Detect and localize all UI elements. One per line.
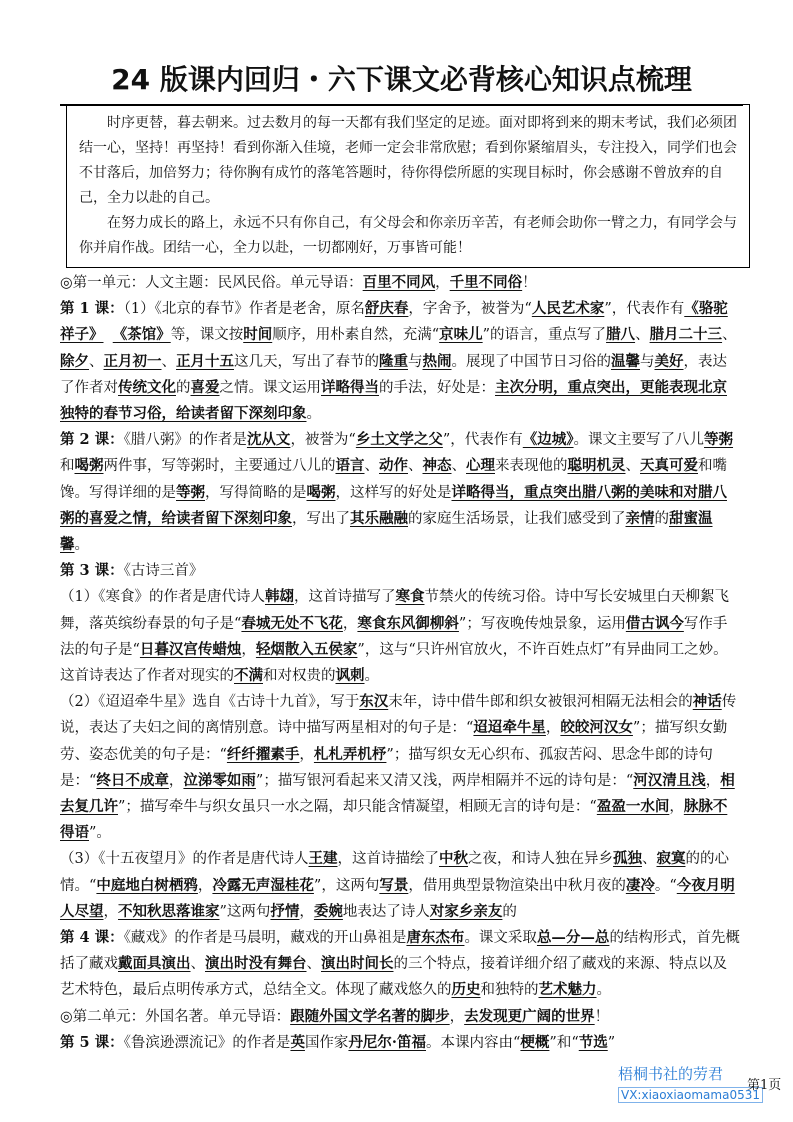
body-text: 、 [161, 353, 176, 370]
answer: 千里不同俗 [449, 274, 523, 291]
body-text: 的 [502, 903, 517, 920]
body-text: 顺序，用朴素自然，充满“ [272, 327, 440, 344]
watermark [618, 1063, 763, 1103]
body-text: ，借用典型景物渲染出中秋月夜的 [408, 877, 626, 894]
watermark-contact: VX:xiaoxiaomama0531 [618, 1087, 763, 1103]
body-text: ”，这与“只许州官放火，不许百姓点灯”有异曲同工之妙。这首诗表达了作者对现实的 [60, 641, 728, 685]
page-number: 第1页 [747, 1078, 782, 1093]
fill-in-answer: 对家乡亲友 [429, 902, 503, 920]
body-text: ， [299, 746, 314, 763]
body-text: 的结构形式，首先概括了藏戏 [60, 930, 740, 973]
body-text: 传说，表达了夫妇之间的离情别意。诗中描写两星相对的句子是：“ [60, 694, 737, 737]
body-text: 。 [364, 668, 379, 685]
body-text: 、 [722, 327, 737, 344]
fill-in-answer: 孤独 [612, 850, 642, 868]
fill-in-answer: 去发现更广阔的世界 [464, 1007, 595, 1025]
body-text: ， [545, 720, 561, 737]
body-text: 第 4 课： [60, 929, 124, 947]
intro-paragraph-1: 时序更替，暮去朝来。过去数月的每一天都有我们坚定的足迹。面对即将到来的期末考试，我们必须团结一心，坚持！再坚持！看到你渐入佳境，老师一定会非常欣慰；看到你紧缩眉头，专注投入，同学们也会不甘落后，加倍努力；待你胸有成竹的落笔答题时，待你得偿所愿的实现目标时，你会感谢不曾放弃的自己，全力以赴的自己。 [79, 115, 737, 206]
fill-in-answer: 韩翃 [264, 588, 294, 606]
fill-in-answer: 正月初一 [103, 352, 162, 370]
body-text: 第 2 课： [60, 431, 124, 449]
body-text: ，这样写的好处是 [335, 484, 452, 501]
lesson-1 [60, 296, 740, 427]
body-text: ， [669, 799, 684, 816]
body-text: ”；描写牵牛与织女虽只一水之隔，却只能含情凝望，相顾无言的诗句是：“ [118, 799, 597, 816]
body-text: ， [342, 615, 358, 632]
body-text: ，字舍予，被誉为“ [408, 301, 532, 318]
body-text: 、 [635, 327, 650, 344]
body-text: 《鲁滨逊漂流记》的作者是 [123, 1034, 291, 1051]
body-text: ”。 [89, 825, 111, 842]
body-text: 第 1 课： [60, 300, 124, 318]
fill-in-answer: 河汉清且浅 [633, 771, 706, 789]
fill-in-answer: 委婉 [313, 902, 343, 920]
body-text: ”，代表作有 [442, 432, 523, 449]
fill-in-answer: 等粥 [176, 483, 205, 501]
fill-in-answer: 语言 [335, 457, 365, 475]
fill-in-answer: 凄冷 [625, 876, 655, 894]
fill-in-answer: 唐东杰布 [406, 929, 465, 947]
fill-in-answer: 腊月二十三 [649, 326, 723, 344]
fill-in-answer: 神态 [422, 457, 452, 475]
body-text: ”；描写银河看起来又清又浅，两岸相隔并不远的诗句是：“ [255, 772, 634, 789]
body-text: 和 [60, 458, 75, 475]
body-text: ， [168, 772, 184, 789]
fill-in-answer: 甜蜜温馨 [60, 509, 713, 554]
body-text: 。 [596, 982, 611, 999]
body-text: 《藏戏》的作者是马晨明，藏戏的开山鼻祖是 [123, 930, 407, 947]
fill-in-answer: 温馨 [611, 352, 640, 370]
body-text: 《腊八粥》的作者是 [123, 432, 247, 449]
fill-in-answer: 正月十五 [176, 352, 234, 370]
body-text: 的的心情。“ [60, 851, 729, 894]
body-text: 、 [190, 956, 205, 973]
body-text: 、 [641, 851, 657, 868]
body-text: 。展现了中国节日习俗的 [451, 353, 611, 370]
body-text: ， [299, 903, 314, 920]
content [60, 270, 740, 1056]
body-text: ！ [594, 1008, 610, 1025]
body-text: ”；描写织女无心织布、孤寂苦闷、思念牛郎的诗句是：“ [60, 746, 713, 789]
fill-in-answer: 心理 [466, 457, 495, 475]
body-text: ◎第二单元：外国名著。单元导语： [60, 1008, 291, 1025]
unit-1-header [60, 270, 740, 296]
fill-in-answer: 东汉 [359, 693, 389, 711]
body-text: 来表现他的 [495, 458, 568, 475]
intro-box [66, 104, 750, 268]
fill-in-answer: 轻烟散入五侯家 [255, 640, 358, 658]
body-text: 。本课内容由“ [426, 1034, 521, 1051]
body-text: 的家庭生活场景，让我们感受到了 [408, 510, 626, 527]
body-text: 和独特的 [480, 982, 539, 999]
fill-in-answer: 详略得当，重点突出腊八粥的美味和对腊八粥的喜爱之情，给读者留下深刻印象 [60, 483, 727, 527]
body-text: 《古诗三首》 [123, 563, 204, 580]
fill-in-answer: 详略得当 [321, 378, 379, 396]
fill-in-answer: 皎皎河汉女 [560, 719, 633, 737]
fill-in-answer: 历史 [451, 981, 481, 999]
lesson-4 [60, 925, 740, 1004]
body-text: 。课文主要写了八儿 [573, 432, 705, 449]
body-text: 、 [89, 353, 104, 370]
body-text: 的 [654, 510, 669, 527]
body-text: 国作家 [304, 1034, 349, 1051]
body-text: 这几天，写出了春节的 [234, 353, 379, 370]
body-text: ，被誉为“ [290, 432, 356, 449]
body-text: 。课文采取 [464, 930, 537, 947]
body-text: （1）《寒食》的作者是唐代诗人 [60, 589, 265, 606]
fill-in-answer: 京味儿 [439, 326, 483, 344]
body-text: 、 [451, 458, 466, 475]
body-text: 地表达了诗人 [342, 903, 430, 920]
poem-2 [60, 689, 740, 846]
body-text: 写作手法的句子是“ [60, 615, 728, 658]
body-text: 、 [364, 458, 379, 475]
fill-in-answer: 热闹 [422, 352, 452, 370]
body-text: ，写出了 [292, 510, 350, 527]
body-text: 、 [306, 956, 321, 973]
body-text: 末年，诗中借牛郎和织女被银河相隔无法相会的 [388, 694, 693, 711]
fill-in-answer: 迢迢牵牛星 [473, 719, 546, 737]
fill-in-answer: 总—分—总 [536, 929, 610, 947]
fill-in-answer: 寒食东风御柳斜 [357, 614, 459, 632]
body-text: ”的语言，重点写了 [482, 327, 607, 344]
fill-in-answer: 寂寞 [656, 850, 686, 868]
fill-in-answer: 春城无处不飞花 [241, 614, 343, 632]
fill-in-answer: 艺术魅力 [538, 981, 597, 999]
fill-in-answer: 其乐融融 [350, 509, 408, 527]
fill-in-answer: 相去复几许 [60, 771, 735, 816]
body-text: ”，这两句 [313, 877, 380, 894]
fill-in-answer: 舒庆春 [364, 300, 409, 318]
fill-in-answer: 人民艺术家 [531, 300, 605, 318]
body-text: 第 3 课： [60, 562, 124, 580]
fill-in-answer: 亲情 [625, 509, 655, 527]
body-text: ！ [522, 275, 537, 291]
poem-3 [60, 846, 740, 925]
body-text: 和对权贵的 [263, 668, 336, 685]
fill-in-answer: 今夜月明人尽望 [60, 876, 735, 920]
unit-2-header [60, 1004, 740, 1030]
fill-in-answer: 丹尼尔·笛福 [348, 1033, 426, 1051]
fill-in-answer: 聪明机灵 [567, 457, 626, 475]
watermark-text: 梧桐书社的劳君 [618, 1065, 724, 1083]
body-text: ， [705, 772, 721, 789]
fill-in-answer: 《骆驼祥子》 [60, 300, 728, 344]
body-text: 之情。课文运用 [219, 379, 321, 396]
fill-in-answer: 冷露无声湿桂花 [212, 876, 314, 894]
fill-in-answer: 中秋 [438, 850, 468, 868]
fill-in-answer: 腊八 [606, 326, 636, 344]
body-text: ， [449, 1008, 465, 1025]
fill-in-answer: 札札弄机杼 [313, 745, 387, 763]
body-text: 第 5 课： [60, 1033, 124, 1051]
fill-in-answer: 《茶馆》 [112, 326, 171, 344]
fill-in-answer: 传统文化 [118, 378, 176, 396]
fill-in-answer: 泣涕零如雨 [183, 771, 256, 789]
body-text: （3）《十五夜望月》的作者是唐代诗人 [60, 851, 309, 868]
fill-in-answer: 脉脉不得语 [60, 798, 728, 842]
fill-in-answer: 不知秋思落谁家 [118, 902, 220, 920]
body-text: 。“ [654, 877, 677, 894]
fill-in-answer: 等粥 [704, 431, 734, 449]
fill-in-answer: 神话 [692, 693, 722, 711]
fill-in-answer: 《边城》 [522, 431, 574, 449]
fill-in-answer: 喜爱 [190, 378, 220, 396]
fill-in-answer: 讽刺 [335, 667, 365, 685]
body-text: 、 [408, 458, 423, 475]
fill-in-answer: 日暮汉宫传蜡烛 [139, 640, 242, 658]
body-text: ， [197, 877, 213, 894]
fill-in-answer: 王建 [308, 850, 338, 868]
fill-in-answer: 跟随外国文学名著的脚步 [290, 1007, 450, 1025]
body-text: 两件事，写等粥时，主要通过八儿的 [103, 458, 336, 475]
fill-in-answer: 终日不成章 [96, 771, 169, 789]
body-text: 和嘴馋。写得详细的是 [60, 458, 727, 501]
fill-in-answer: 抒情 [270, 902, 300, 920]
lesson-3-header [60, 558, 740, 584]
fill-in-answer: 天真可爱 [640, 457, 698, 475]
lesson-5 [60, 1030, 740, 1056]
fill-in-answer: 演出时间长 [321, 955, 394, 973]
body-text: 。 [306, 406, 321, 423]
fill-in-answer: 除夕 [60, 352, 89, 370]
answer: 百里不同风 [362, 274, 436, 291]
fill-in-answer: 中庭地白树栖鸦 [96, 876, 198, 894]
body-text: ，这首诗描写了 [293, 589, 396, 606]
body-text: 、 [625, 458, 640, 475]
body-text: 等，课文按 [170, 327, 244, 344]
body-text: 与 [640, 353, 655, 370]
body-text: ”，代表作有 [604, 301, 685, 318]
fill-in-answer: 喝粥 [74, 457, 104, 475]
body-text: 之夜，和诗人独在异乡 [467, 851, 613, 868]
body-text: 。 [74, 537, 89, 554]
body-text: ”；写夜晚传烛景象，运用 [458, 615, 626, 632]
body-text: ， [103, 903, 118, 920]
fill-in-answer: 主次分明，重点突出，更能表现北京独特的春节习俗，给读者留下深刻印象 [60, 378, 727, 423]
fill-in-answer: 美好 [654, 352, 684, 370]
fill-in-answer: 隆重 [379, 352, 408, 370]
body-text: ”；描写织女勤劳、姿态优美的句子是：“ [60, 720, 728, 763]
body-text: 的三个特点，接着详细介绍了藏戏的来源、特点以及艺术特色，最后点明传承方式，总结全文。体现了藏戏悠久的 [60, 956, 727, 999]
fill-in-answer: 喝粥 [306, 483, 336, 501]
fill-in-answer: 沈从文 [246, 431, 291, 449]
page-title: 24 版课内回归・六下课文必背核心知识点梳理 [60, 58, 743, 106]
body-text: 与 [408, 353, 423, 370]
fill-in-answer: 英 [290, 1033, 305, 1051]
fill-in-answer: 演出时没有舞台 [205, 955, 307, 973]
lesson-2 [60, 427, 740, 558]
body-text: ” [607, 1034, 616, 1051]
body-text: ，这首诗描绘了 [337, 851, 439, 868]
body-text: 的手法，好处是： [379, 379, 495, 396]
poem-1 [60, 584, 740, 689]
fill-in-answer: 戴面具演出 [118, 955, 191, 973]
fill-in-answer: 盈盈一水间 [596, 798, 670, 816]
fill-in-answer: 纤纤擢素手 [226, 745, 300, 763]
fill-in-answer: 梗概 [520, 1033, 550, 1051]
fill-in-answer: 不满 [234, 667, 263, 685]
body-text: ， [435, 275, 450, 291]
body-text: 节禁火的传统习俗。诗中写长安城里白天柳絮飞舞，落英缤纷春景的句子是“ [60, 589, 729, 632]
fill-in-answer: 借古讽今 [625, 614, 684, 632]
body-text: 的 [176, 379, 191, 396]
fill-in-answer: 节选 [578, 1033, 608, 1051]
fill-in-answer: 时间 [243, 326, 273, 344]
body-text: （1）《北京的春节》作者是老舍，原名 [123, 301, 365, 318]
intro-paragraph-2: 在努力成长的路上，永远不只有你自己，有父母会和你亲历辛苦，有老师会助你一臂之力，有同学会与你并肩作战。团结一心，全力以赴，一切都刚好，万事皆可能！ [79, 215, 737, 256]
body-text: ，写得简略的是 [205, 484, 307, 501]
body-text: ， [241, 641, 256, 658]
fill-in-answer: 动作 [379, 457, 408, 475]
body-text: ”这两句 [219, 903, 271, 920]
body-text: ◎第一单元：人文主题：民风民俗。单元导语： [60, 275, 363, 291]
fill-in-answer: 寒食 [395, 588, 425, 606]
body-text: ”和“ [549, 1034, 579, 1051]
fill-in-answer: 写景 [379, 876, 409, 894]
fill-in-answer: 乡土文学之父 [355, 431, 443, 449]
body-text: ，表达了作者对 [60, 353, 727, 396]
body-text: （2）《迢迢牵牛星》选自《古诗十九首》，写于 [60, 694, 360, 711]
